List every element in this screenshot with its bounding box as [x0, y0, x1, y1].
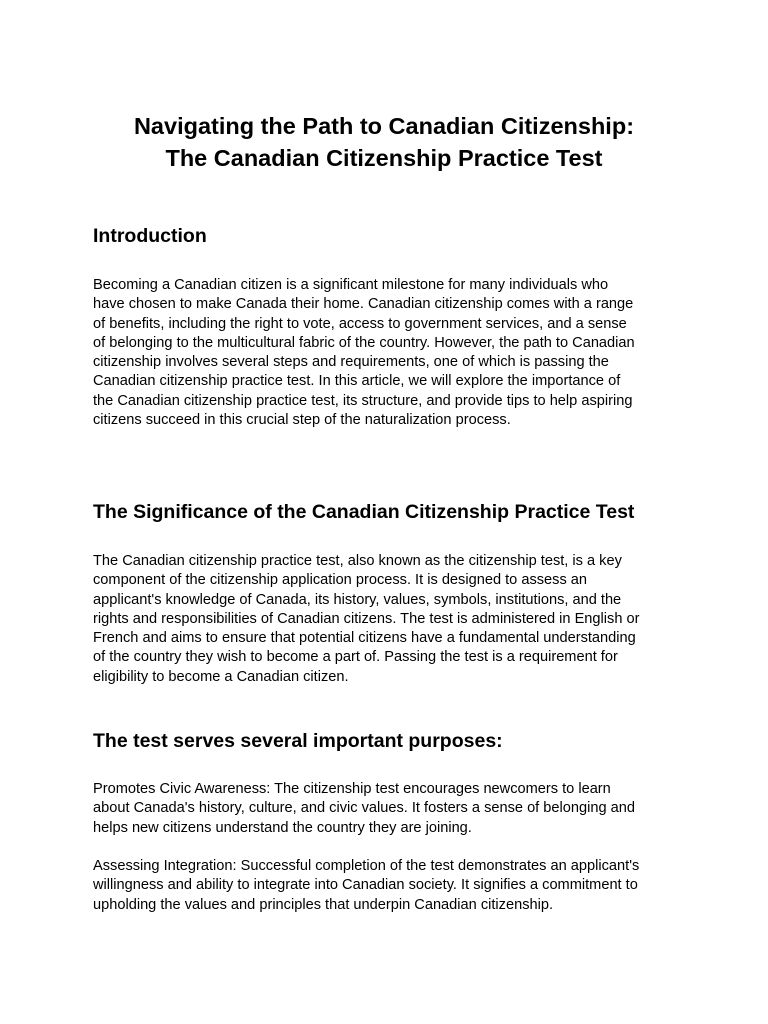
significance-heading: The Significance of the Canadian Citizenship Practice Test [93, 501, 635, 523]
paragraph-line: eligibility to become a Canadian citizen. [93, 668, 349, 685]
paragraph-line: The Canadian citizenship practice test, also known as the citizenship test, is a key [93, 553, 622, 569]
paragraph-line: the Canadian citizenship practice test, its structure, and provide tips to help aspiring [93, 392, 633, 409]
paragraph-line: about Canada's history, culture, and civic values. It fosters a sense of belonging and [93, 800, 635, 817]
paragraph-line: helps new citizens understand the country they are joining. [93, 819, 472, 836]
paragraph-line: have chosen to make Canada their home. Canadian citizenship comes with a range [93, 296, 634, 313]
paragraph-line: upholding the values and principles that underpin Canadian citizenship. [93, 896, 554, 913]
paragraph-line: Assessing Integration: Successful completion of the test demonstrates an applicant's [93, 858, 640, 874]
title-line: Navigating the Path to Canadian Citizenship: [133, 113, 635, 139]
paragraph-line: of benefits, including the right to vote, access to government services, and a sense [93, 315, 627, 332]
paragraph-line: applicant's knowledge of Canada, its history, values, symbols, institutions, and the [93, 591, 622, 608]
paragraph-line: of the country they wish to become a part of. Passing the test is a requirement for [93, 649, 618, 666]
document-title [60, 110, 708, 174]
title-line: The Canadian Citizenship Practice Test [165, 145, 603, 171]
paragraph-line: of belonging to the multicultural fabric of the country. However, the path to Canadian [93, 334, 635, 351]
paragraph-line: citizenship involves several steps and requirements, one of which is passing the [93, 354, 609, 371]
paragraph-line: citizens succeed in this crucial step of the naturalization process. [93, 412, 511, 429]
civic-awareness-paragraph [93, 780, 683, 838]
paragraph-line: Becoming a Canadian citizen is a significant milestone for many individuals who [93, 277, 609, 293]
intro-paragraph [93, 276, 683, 430]
paragraph-line: Promotes Civic Awareness: The citizenship test encourages newcomers to learn [93, 781, 611, 797]
paragraph-line: Canadian citizenship practice test. In this article, we will explore the importance of [93, 373, 621, 390]
paragraph-line: rights and responsibilities of Canadian citizens. The test is administered in English or [93, 610, 640, 627]
intro-heading: Introduction [93, 225, 207, 247]
paragraph-line: willingness and ability to integrate into Canadian society. It signifies a commitment to [93, 877, 638, 894]
significance-paragraph [93, 552, 683, 687]
integration-paragraph [93, 857, 683, 915]
paragraph-line: component of the citizenship application process. It is designed to assess an [93, 572, 588, 589]
paragraph-line: French and aims to ensure that potential citizens have a fundamental understanding [93, 630, 636, 647]
purposes-heading: The test serves several important purposes: [93, 730, 503, 752]
